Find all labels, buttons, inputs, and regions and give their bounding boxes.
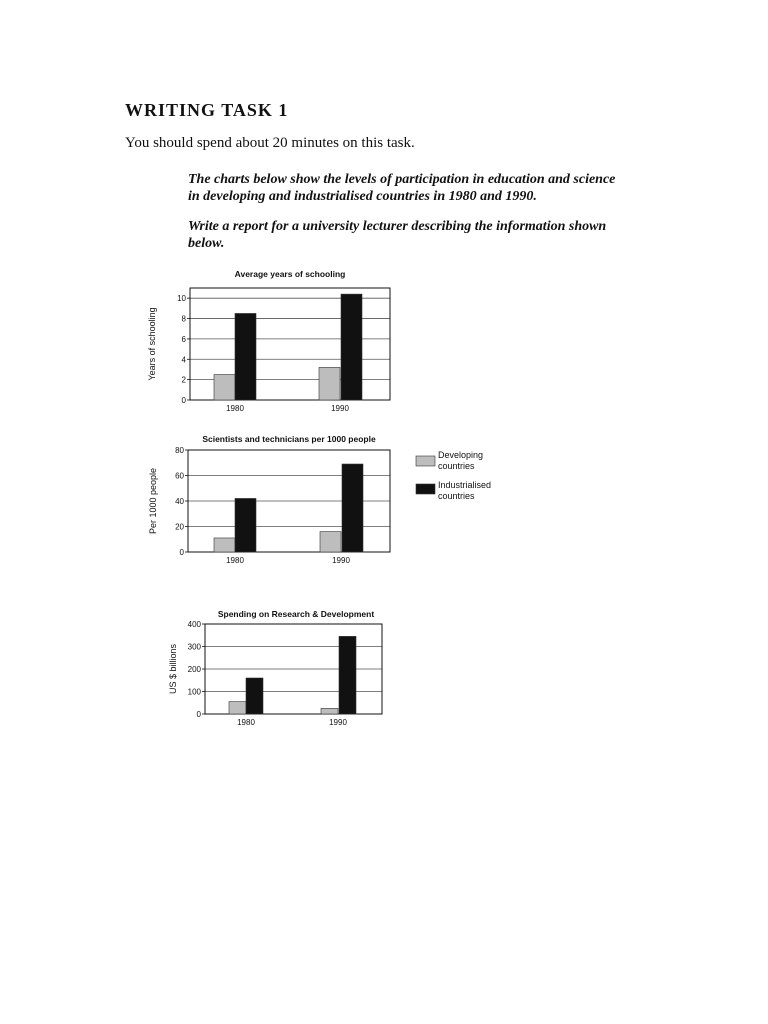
legend-swatch-industrialised bbox=[416, 484, 435, 494]
x-tick-label: 1990 bbox=[331, 404, 349, 413]
legend-label-line1: Developing bbox=[438, 450, 484, 460]
bar-industrialised-1990 bbox=[342, 464, 363, 552]
y-axis-label: Years of schooling bbox=[147, 307, 157, 381]
x-tick-label: 1990 bbox=[332, 556, 350, 565]
y-tick-label: 0 bbox=[196, 710, 201, 719]
y-tick-label: 400 bbox=[187, 620, 201, 629]
bar-industrialised-1980 bbox=[235, 498, 256, 552]
legend-label-line1: Industrialised bbox=[438, 480, 492, 490]
bar-developing-1980 bbox=[229, 702, 246, 714]
chart-title: Scientists and technicians per 1000 people bbox=[202, 434, 376, 444]
y-tick-label: 300 bbox=[187, 642, 201, 652]
x-tick-label: 1980 bbox=[226, 556, 244, 565]
bar-industrialised-1990 bbox=[341, 294, 362, 400]
bar-industrialised-1990 bbox=[339, 636, 356, 714]
task-prompt-report: Write a report for a university lecturer describing the information shown below. bbox=[188, 219, 607, 251]
legend-label-line2: countries bbox=[438, 461, 475, 471]
y-tick-label: 80 bbox=[175, 446, 184, 455]
y-tick-label: 0 bbox=[181, 396, 186, 405]
chart-title: Average years of schooling bbox=[234, 269, 346, 279]
y-tick-label: 200 bbox=[187, 665, 201, 674]
y-tick-label: 0 bbox=[179, 548, 184, 557]
y-tick-label: 8 bbox=[181, 314, 186, 324]
y-tick-label: 6 bbox=[181, 334, 186, 344]
y-tick-label: 40 bbox=[175, 497, 184, 506]
legend-label-line2: countries bbox=[438, 491, 475, 501]
task-instruction: You should spend about 20 minutes on this task. bbox=[125, 135, 415, 151]
task-heading: WRITING TASK 1 bbox=[125, 100, 289, 120]
y-tick-label: 60 bbox=[175, 471, 184, 481]
task-prompt-description: The charts below show the levels of participation in education and science in developing and industrialised countries in 1980 and 1990. bbox=[188, 172, 616, 204]
legend-swatch-developing bbox=[416, 456, 435, 466]
bar-developing-1980 bbox=[214, 538, 235, 552]
x-tick-label: 1980 bbox=[226, 404, 244, 413]
y-axis-label: US $ billions bbox=[168, 643, 178, 695]
bar-industrialised-1980 bbox=[246, 678, 263, 714]
x-tick-label: 1980 bbox=[237, 718, 255, 727]
y-axis-label: Per 1000 people bbox=[148, 467, 158, 535]
y-tick-label: 2 bbox=[181, 375, 186, 385]
y-tick-label: 10 bbox=[177, 294, 186, 304]
y-tick-label: 20 bbox=[175, 522, 184, 532]
chart-title: Spending on Research & Development bbox=[217, 609, 375, 619]
y-tick-label: 4 bbox=[181, 355, 186, 365]
x-tick-label: 1990 bbox=[329, 718, 347, 727]
bar-developing-1990 bbox=[320, 532, 341, 552]
bar-developing-1980 bbox=[214, 375, 235, 400]
bar-industrialised-1980 bbox=[235, 313, 256, 400]
bar-developing-1990 bbox=[319, 367, 340, 400]
y-tick-label: 100 bbox=[187, 687, 201, 697]
bar-developing-1990 bbox=[321, 708, 338, 714]
